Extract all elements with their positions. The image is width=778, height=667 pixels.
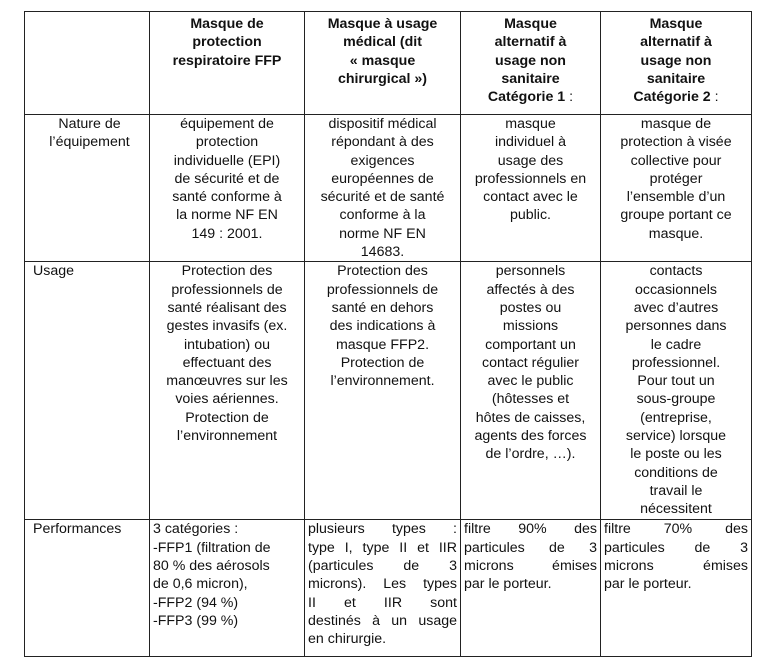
cell-line: santé réalisant des xyxy=(167,299,287,316)
cell-line: avec le public xyxy=(487,373,574,390)
cell-line: santé conforme à xyxy=(172,189,282,206)
cell-line: effectuant des xyxy=(182,354,272,371)
cell-line: (hôtesses et xyxy=(491,391,570,408)
cell-line: Usage xyxy=(33,263,75,280)
cell-line: particules de 3 xyxy=(604,539,748,556)
cell-line: Protection de xyxy=(185,409,269,426)
cell-line: contact avec le xyxy=(483,189,578,206)
cell-line: usage non xyxy=(640,52,712,69)
cell-line: 3 catégories : xyxy=(153,521,239,538)
mask-comparison-table xyxy=(24,11,752,657)
cell-line: affectés à des xyxy=(486,281,575,298)
cell-line: norme NF EN xyxy=(339,225,426,242)
cell-line: hôtes de caisses, xyxy=(475,409,586,426)
cell-line: alternatif à xyxy=(494,34,567,51)
cell-line: type I, type II et IIR xyxy=(308,539,457,556)
header-row xyxy=(25,12,752,115)
cell-line: Masque de xyxy=(190,16,264,32)
row-usage-medical xyxy=(305,262,461,520)
cell-line: l’équipement xyxy=(49,134,130,151)
header-cat2: Masque alternatif à usage non sanitaire Catégorie 2 : xyxy=(601,12,752,115)
cell-line: Protection des xyxy=(181,263,273,280)
header-cat1-category: Catégorie 1 xyxy=(487,89,566,106)
cell-line: professionnels de xyxy=(326,281,439,298)
row-usage-cat1 xyxy=(461,262,601,520)
row-performances-cat1 xyxy=(461,520,601,657)
cell-line: par le porteur. xyxy=(604,576,692,593)
header-medical xyxy=(305,12,461,115)
cell-line: Nature de xyxy=(58,116,121,132)
row-nature-ffp xyxy=(150,115,305,262)
cell-line: 14683. xyxy=(360,244,405,261)
row-usage-cat2 xyxy=(601,262,752,520)
cell-line: le poste ou les xyxy=(630,446,722,463)
cell-line: -FFP2 (94 %) xyxy=(153,594,239,611)
cell-line: la norme NF EN xyxy=(176,207,278,224)
cell-line: en chirurgie. xyxy=(308,631,387,648)
cell-line: missions xyxy=(502,318,559,335)
cell-line: usage non xyxy=(495,52,566,69)
cell-line: -FFP3 (99 %) xyxy=(153,612,239,629)
cell-line: filtre 70% des xyxy=(604,521,748,538)
row-nature-label xyxy=(25,115,150,262)
cell-line: conforme à la xyxy=(339,207,426,224)
row-usage xyxy=(25,262,752,520)
row-performances-cat2 xyxy=(601,520,752,657)
cell-line: contacts xyxy=(649,263,703,280)
cell-line: chirurgical ») xyxy=(337,70,428,87)
row-performances-ffp xyxy=(150,520,305,657)
cell-line: destinés à un usage xyxy=(308,612,457,629)
cell-line: sécurité et de santé xyxy=(320,189,445,206)
cell-line: agents des forces xyxy=(474,428,587,445)
cell-line: manœuvres sur les xyxy=(166,373,288,390)
cell-line: particules de 3 xyxy=(464,539,597,556)
cell-line: masque FFP2. xyxy=(335,336,430,353)
cell-line: l’ensemble d’un xyxy=(626,189,726,206)
cell-line: individuel à xyxy=(495,134,566,151)
cell-line: collective pour xyxy=(630,152,722,169)
cell-line: répondant à des xyxy=(331,134,434,151)
cell-line: santé en dehors xyxy=(331,299,434,316)
cell-line: respiratoire FFP xyxy=(172,52,282,69)
cell-line: professionnel. xyxy=(631,354,721,371)
cell-line: professionnels en xyxy=(474,170,587,187)
cell-line: sanitaire xyxy=(646,70,706,87)
cell-line: (particules de 3 xyxy=(308,557,457,574)
cell-line: Performances xyxy=(33,521,122,538)
row-nature-cat2 xyxy=(601,115,752,262)
cell-line: -FFP1 (filtration de xyxy=(153,539,271,556)
cell-line: masque de xyxy=(640,116,712,132)
cell-line: l’environnement. xyxy=(330,373,435,390)
row-performances xyxy=(25,520,752,657)
row-nature xyxy=(25,115,752,262)
row-nature-medical xyxy=(305,115,461,262)
cell-line: « masque xyxy=(349,52,416,69)
cell-line: exigences xyxy=(350,152,415,169)
cell-line: de 0,6 micron), xyxy=(153,576,248,593)
cell-line: protection xyxy=(192,34,262,51)
cell-line: travail le xyxy=(649,482,703,499)
cell-line: sous-groupe xyxy=(636,391,716,408)
cell-line: sanitaire xyxy=(501,70,560,87)
cell-line: public. xyxy=(509,207,551,224)
cell-line: groupe portant ce xyxy=(620,207,732,224)
cell-line: contact régulier xyxy=(482,354,579,371)
header-cat2-category: Catégorie 2 xyxy=(633,89,711,106)
cell-line: de sécurité et de xyxy=(174,170,280,187)
cell-line: avec d’autres xyxy=(633,299,719,316)
cell-line: microns émises xyxy=(604,557,748,574)
cell-line: nécessitent xyxy=(640,501,712,518)
cell-line: protection à visée xyxy=(620,134,732,151)
cell-line: II et IIR sont xyxy=(308,594,457,611)
cell-line: par le porteur. xyxy=(464,576,552,593)
cell-line: Protection des xyxy=(337,263,428,280)
cell-line: (entreprise, xyxy=(640,409,712,426)
cell-line: comportant un xyxy=(485,336,576,353)
cell-line: occasionnels xyxy=(634,281,718,298)
cell-line: filtre 90% des xyxy=(464,521,597,538)
cell-line: masque xyxy=(505,116,556,132)
cell-line: service) lorsque xyxy=(625,428,727,445)
cell-line: microns). Les types xyxy=(308,576,457,593)
cell-line: européennes de xyxy=(331,170,434,187)
cell-line: individuelle (EPI) xyxy=(173,152,281,169)
cell-line: intubation) ou xyxy=(184,336,270,353)
row-performances-label xyxy=(25,520,150,657)
cell-line: des indications à xyxy=(329,318,436,335)
cell-line: microns émises xyxy=(464,557,597,574)
cell-line: conditions de xyxy=(634,464,718,481)
cell-line: Masque xyxy=(649,16,703,32)
cell-line: postes ou xyxy=(499,299,562,316)
row-usage-label xyxy=(25,262,150,520)
cell-line: personnes dans xyxy=(625,318,727,335)
row-performances-medical xyxy=(305,520,461,657)
cell-line: Pour tout un xyxy=(637,373,715,390)
cell-line: voies aériennes. xyxy=(175,391,279,408)
cell-line: gestes invasifs (ex. xyxy=(166,318,288,335)
cell-line: personnels xyxy=(495,263,566,280)
header-cat1: Masque alternatif à usage non sanitaire Catégorie 1 : xyxy=(461,12,601,115)
cell-line: médical (dit xyxy=(343,34,422,51)
cell-line: alternatif à xyxy=(640,34,712,51)
cell-line: protéger xyxy=(649,170,703,187)
cell-line: 149 : 2001. xyxy=(191,225,263,242)
cell-line: Masque à usage xyxy=(327,16,438,32)
row-nature-cat1 xyxy=(461,115,601,262)
cell-line: 80 % des aérosols xyxy=(153,557,270,574)
cell-line: de l’ordre, …). xyxy=(485,446,576,463)
cell-line: l’environnement xyxy=(176,428,278,445)
header-ffp xyxy=(150,12,305,115)
cell-line: Protection de xyxy=(340,354,425,371)
cell-line: usage des xyxy=(497,152,564,169)
cell-line: équipement de xyxy=(180,116,274,132)
cell-line: protection xyxy=(195,134,259,151)
cell-line: masque. xyxy=(648,225,704,242)
cell-line: dispositif médical xyxy=(328,116,437,132)
cell-line: le cadre xyxy=(650,336,702,353)
cell-line: Masque xyxy=(504,16,557,32)
row-usage-ffp xyxy=(150,262,305,520)
cell-line: professionnels de xyxy=(171,281,283,298)
header-corner-cell xyxy=(25,12,150,115)
cell-line: plusieurs types : xyxy=(308,521,457,538)
